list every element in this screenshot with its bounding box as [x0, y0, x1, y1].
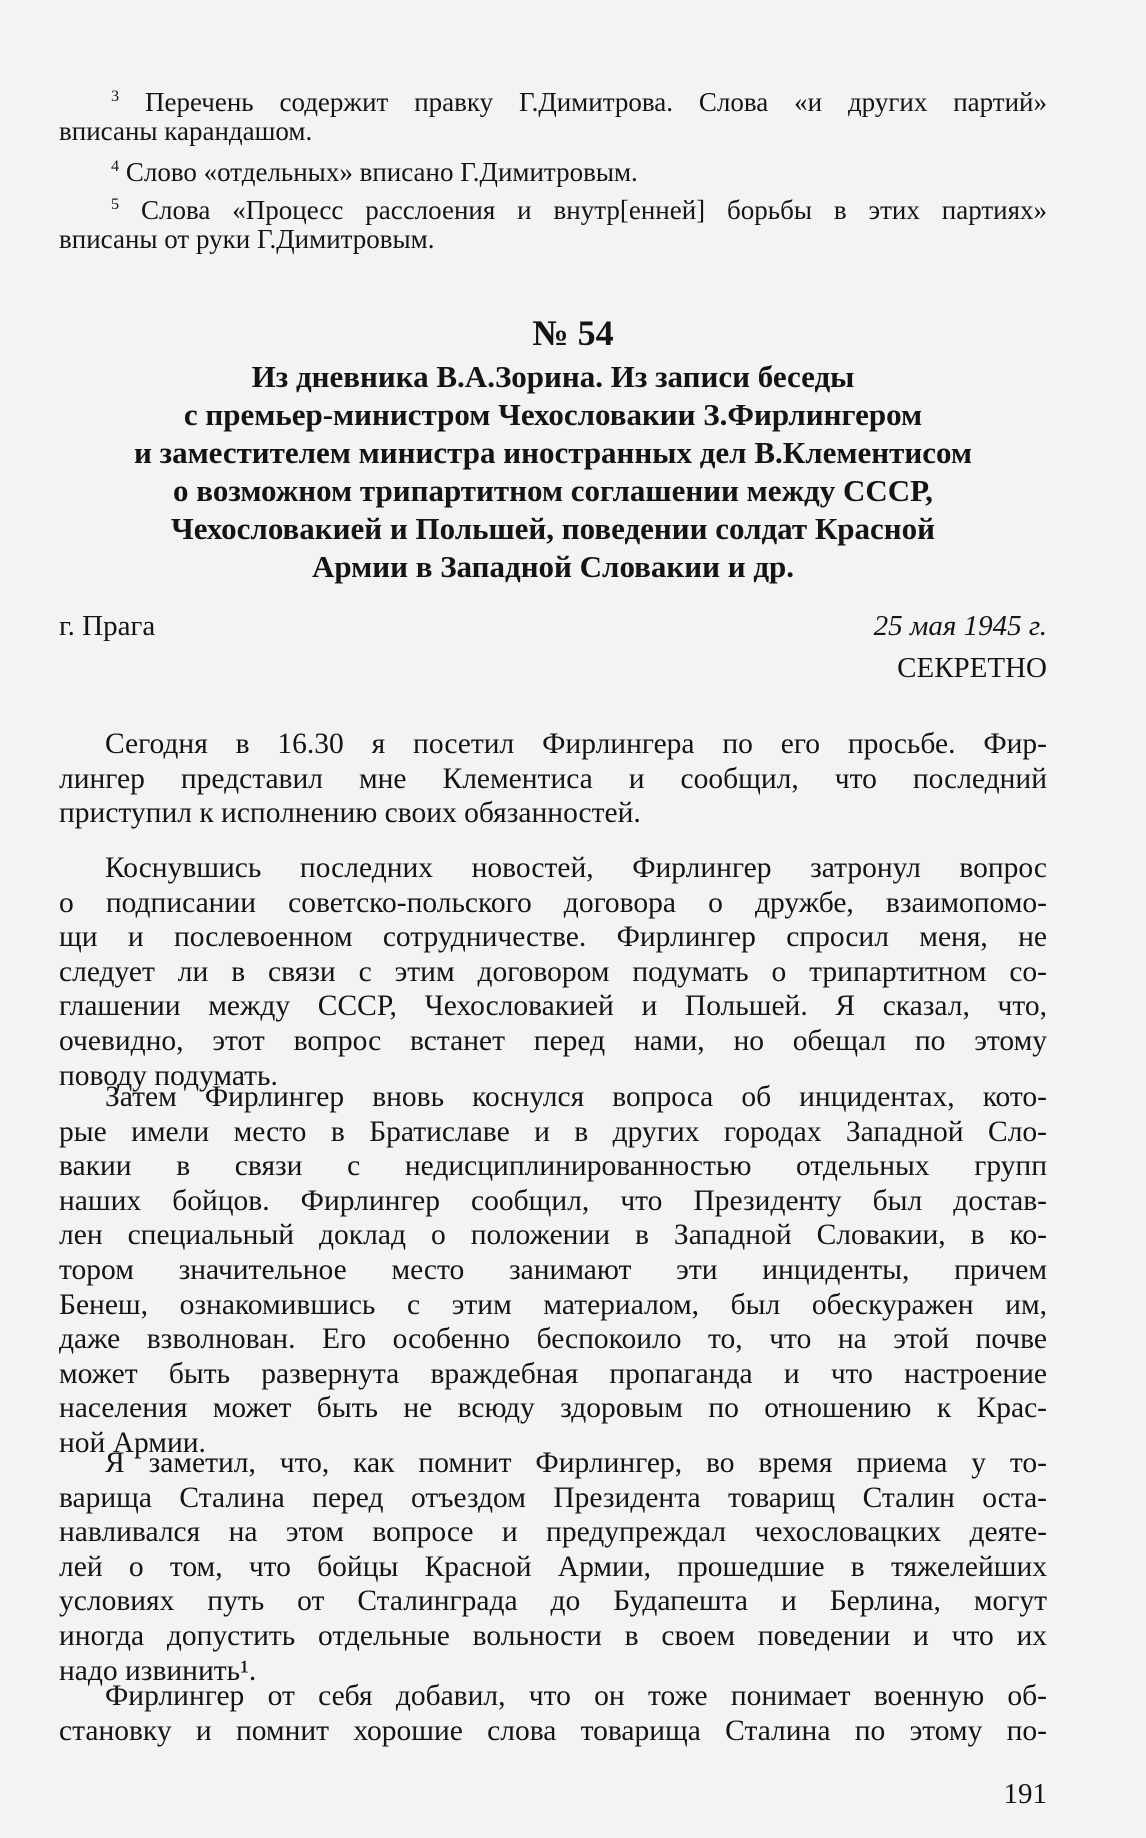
footnote-line: [59, 117, 1047, 146]
document-place: г. Прага: [59, 610, 156, 642]
paragraph-line: варища Сталина перед отъездом Президента товарищ Сталин оста-: [59, 1481, 1047, 1514]
footnote: [59, 88, 1047, 146]
footnote-mark: 5: [111, 195, 120, 213]
paragraph: [59, 727, 1047, 831]
paragraph-line: щи и послевоенном сотрудничестве. Фирлингер спросил меня, не: [59, 921, 1047, 954]
footnote: [59, 158, 1047, 187]
paragraph-line: становку и помнит хорошие слова товарища Сталина по этому по-: [59, 1714, 1047, 1747]
footnote-mark: 4: [111, 157, 120, 175]
page-number: 191: [1003, 1778, 1047, 1810]
paragraph-line: Фирлингер от себя добавил, что он тоже понимает военную об-: [105, 1680, 1047, 1712]
paragraph: [59, 1679, 1047, 1748]
title-line: с премьер-министром Чехословакии З.Фирлингером: [183, 397, 923, 432]
title-line: Армии в Западной Словакии и др.: [311, 549, 795, 584]
paragraph-line: Бенеш, ознакомившись с этим материалом, был обескуражен им,: [59, 1288, 1047, 1321]
document-date: 25 мая 1945 г.: [873, 610, 1047, 642]
footnote-line: [59, 88, 1047, 117]
paragraph-line: поводу подумать.: [59, 1059, 278, 1092]
paragraph-line: Затем Фирлингер вновь коснулся вопроса об инцидентах, кото-: [105, 1081, 1047, 1113]
paragraph-line: приступил к исполнению своих обязанностей.: [59, 797, 641, 830]
footnote-line: [59, 158, 1047, 187]
paragraph-line: может быть развернута враждебная пропаганда и что настроение: [59, 1357, 1047, 1390]
document-title: [59, 358, 1047, 586]
title-line: о возможном трипартитном соглашении между СССР,: [173, 473, 933, 508]
paragraph-line: иногда допустить отдельные вольности в своем поведении и что их: [59, 1619, 1047, 1652]
footnote-text: вписаны карандашом.: [59, 116, 313, 146]
paragraph-line: вакии в связи с недисциплинированностью отдельных групп: [59, 1150, 1047, 1183]
paragraph-line: Я заметил, что, как помнит Фирлингер, во время приема у то-: [105, 1447, 1047, 1479]
paragraph-line: о подписании советско-польского договора о дружбе, взаимопомо-: [59, 886, 1047, 919]
paragraph-line: ной Армии.: [59, 1426, 206, 1459]
paragraph: [59, 851, 1047, 1093]
paragraph-line: лингер представил мне Клементиса и сообщил, что последний: [59, 762, 1047, 795]
footnote-line: [59, 196, 1047, 225]
paragraph-line: надо извинить¹.: [59, 1654, 257, 1687]
footnote-text: Перечень содержит правку Г.Димитрова. Слова «и других партий»: [144, 87, 1048, 117]
paragraph-line: населения может быть не всюду здоровым по отношению к Крас-: [59, 1392, 1047, 1425]
classification-mark: СЕКРЕТНО: [897, 652, 1047, 684]
paragraph-line: лей о том, что бойцы Красной Армии, прошедшие в тяжелейших: [59, 1550, 1047, 1583]
paragraph-line: даже взволнован. Его особенно беспокоило то, что на этой почве: [59, 1323, 1047, 1356]
document-number: № 54: [532, 313, 614, 353]
paragraph-line: Сегодня в 16.30 я посетил Фирлингера по его просьбе. Фир-: [105, 728, 1047, 760]
paragraph-line: Коснувшись последних новостей, Фирлингер затронул вопрос: [105, 852, 1047, 884]
paragraph-line: следует ли в связи с этим договором подумать о трипартитном со-: [59, 955, 1047, 988]
footnote-mark: 3: [111, 87, 120, 105]
title-line: и заместителем министра иностранных дел В.Клементисом: [134, 435, 972, 470]
title-line: Из дневника В.А.Зорина. Из записи беседы: [251, 359, 855, 394]
paragraph-line: рые имели место в Братиславе и в других городах Западной Сло-: [59, 1115, 1047, 1148]
footnote-line: [59, 225, 1047, 254]
footnote: [59, 196, 1047, 254]
paragraph-line: наших бойцов. Фирлингер сообщил, что Президенту был достав-: [59, 1184, 1047, 1217]
footnote-text: Слово «отдельных» вписано Г.Димитровым.: [125, 157, 638, 187]
paragraph-line: тором значительное место занимают эти инциденты, причем: [59, 1253, 1047, 1286]
footnote-text: Слова «Процесс расслоения и внутр[енней] борьбы в этих партиях»: [141, 195, 1047, 225]
paragraph-line: глашении между СССР, Чехословакией и Польшей. Я сказал, что,: [59, 990, 1047, 1023]
paragraph-line: условиях путь от Сталинграда до Будапешта и Берлина, могут: [59, 1585, 1047, 1618]
footnote-text: вписаны от руки Г.Димитровым.: [59, 224, 435, 254]
paragraph-line: навливался на этом вопросе и предупреждал чехословацких деяте-: [59, 1516, 1047, 1549]
paragraph-line: очевидно, этот вопрос встанет перед нами, но обещал по этому: [59, 1024, 1047, 1057]
paragraph: [59, 1446, 1047, 1688]
paragraph-line: лен специальный доклад о положении в Западной Словакии, в ко-: [59, 1219, 1047, 1252]
paragraph: [59, 1080, 1047, 1461]
title-line: Чехословакией и Польшей, поведении солдат Красной: [170, 511, 936, 546]
